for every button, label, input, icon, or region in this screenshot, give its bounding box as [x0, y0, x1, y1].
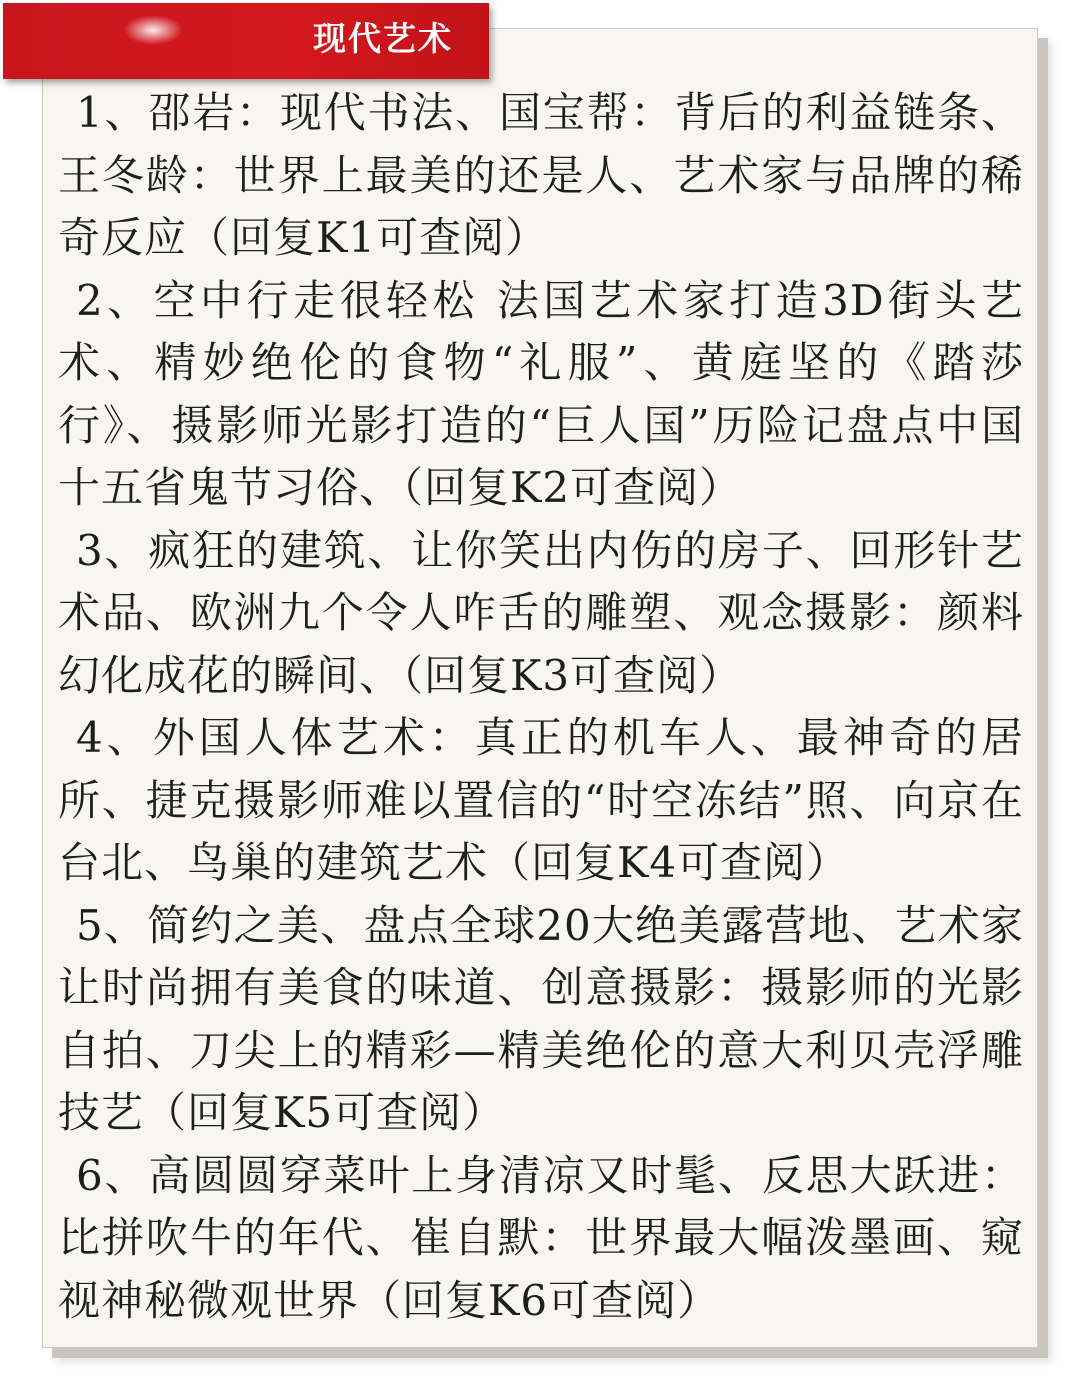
article-list	[58, 82, 1024, 1332]
banner-highlight	[123, 15, 183, 45]
list-item-5: 5、简约之美、盘点全球20大绝美露营地、艺术家让时尚拥有美食的味道、创意摄影：摄影师的光影自拍、刀尖上的精彩—精美绝伦的意大利贝壳浮雕技艺（回复K5可查阅）	[58, 900, 1024, 1137]
list-item-3: 3、疯狂的建筑、让你笑出内伤的房子、回形针艺术品、欧洲九个令人咋舌的雕塑、观念摄影：颜料幻化成花的瞬间、（回复K3可查阅）	[58, 525, 1024, 700]
list-item-6: 6、高圆圆穿菜叶上身清凉又时髦、反思大跃进：比拼吹牛的年代、崔自默：世界最大幅泼墨画、窥视神秘微观世界（回复K6可查阅）	[58, 1150, 1024, 1325]
list-item-4: 4、外国人体艺术：真正的机车人、最神奇的居所、捷克摄影师难以置信的“时空冻结”照、向京在台北、鸟巢的建筑艺术（回复K4可查阅）	[58, 713, 1024, 887]
list-item-2: 2、空中行走很轻松 法国艺术家打造3D街头艺术、精妙绝伦的食物“礼服”、黄庭坚的《踏莎行》、摄影师光影打造的“巨人国”历险记盘点中国十五省鬼节习俗、（回复K2可查阅）	[58, 275, 1024, 512]
section-title: 现代艺术	[313, 19, 453, 58]
list-item-1: 1、邵岩：现代书法、国宝帮：背后的利益链条、王冬龄：世界上最美的还是人、艺术家与品牌的稀奇反应（回复K1可查阅）	[58, 88, 1024, 262]
section-header-banner	[3, 3, 489, 79]
